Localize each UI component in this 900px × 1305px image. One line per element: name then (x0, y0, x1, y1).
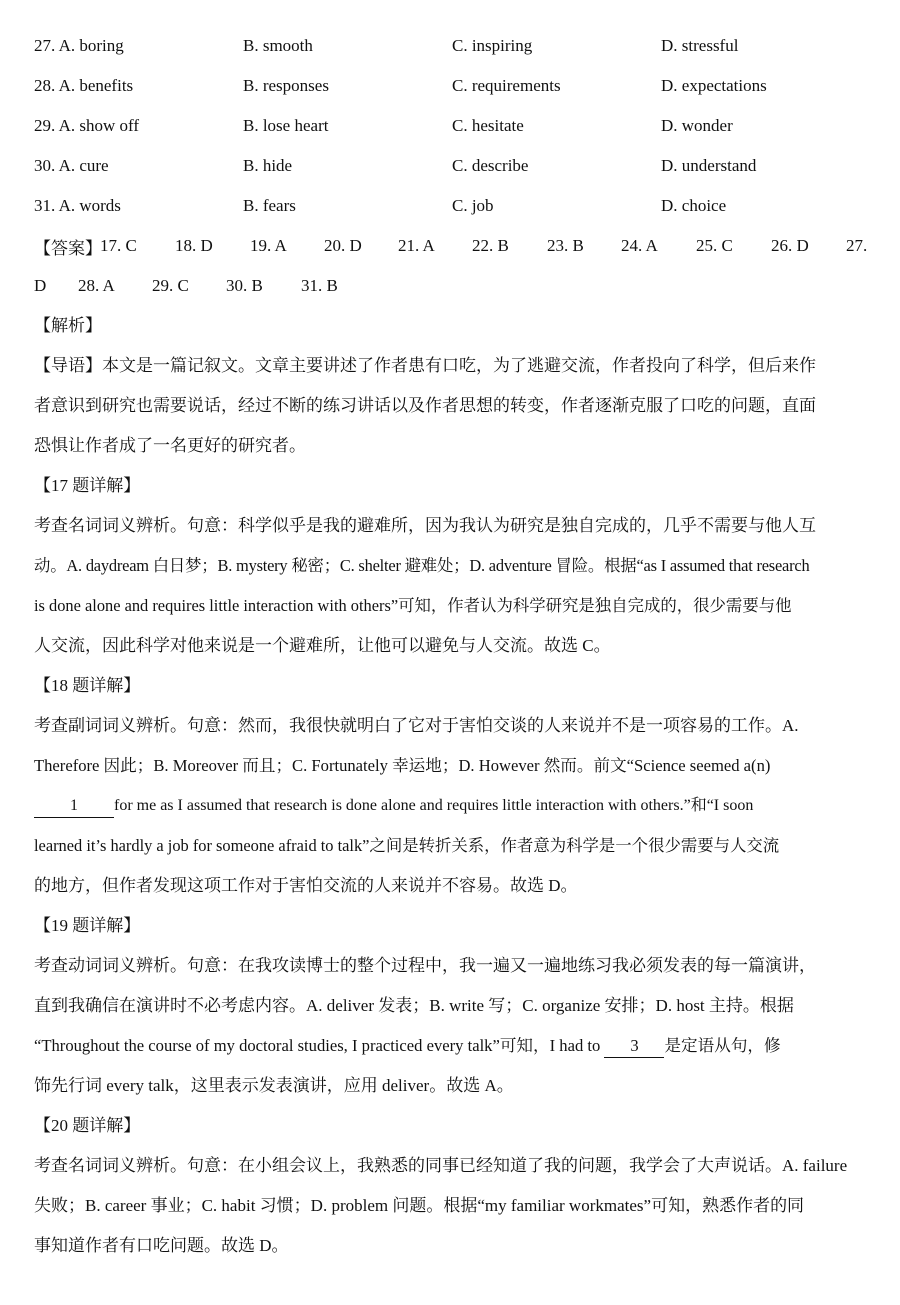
option-b: B. lose heart (243, 116, 329, 135)
answer-item: 23. B (547, 236, 584, 255)
option-row-28 (34, 66, 874, 106)
option-d: D. choice (661, 196, 727, 215)
blank-3: 3 (604, 1035, 664, 1058)
option-a: A. boring (58, 36, 124, 55)
guide-paragraph (34, 346, 874, 466)
q19-text: 饰先行词 every talk，这里表示发表演讲，应用 deliver。故选 A。 (34, 1076, 514, 1095)
q18-text: for me as I assumed that research is done alone and requires little interaction with others.”和“I soon (114, 797, 754, 814)
guide-label: 【导语】 (34, 356, 102, 375)
option-a: A. benefits (58, 76, 134, 95)
answer-item: 28. A (78, 276, 115, 295)
answer-item: 22. B (472, 236, 509, 255)
q18-text: 的地方，但作者发现这项工作对于害怕交流的人来说并不容易。故选 D。 (34, 876, 578, 895)
answer-item: 30. B (226, 276, 263, 295)
option-c: C. describe (452, 156, 529, 175)
option-b: B. smooth (243, 36, 313, 55)
question-number: 29. (34, 116, 56, 135)
question-number: 31. (34, 196, 56, 215)
option-d: D. understand (661, 156, 757, 175)
answer-item: 19. A (250, 236, 287, 255)
option-b: B. fears (243, 196, 296, 215)
answer-label: 【答案】 (34, 238, 102, 258)
option-row-27 (34, 26, 874, 66)
answer-item: D (34, 276, 47, 295)
answer-item: 20. D (324, 236, 362, 255)
option-row-31 (34, 186, 874, 226)
q17-text: 考查名词词义辨析。句意：科学似乎是我的避难所，因为我认为研究是独自完成的，几乎不需要与他人互 (34, 516, 816, 535)
answer-item: 31. B (301, 276, 338, 295)
q19-text: 是定语从句，修 (664, 1036, 781, 1055)
q18-text: learned it’s hardly a job for someone afraid to talk”之间是转折关系，作者意为科学是一个很少需要与人交流 (34, 836, 780, 855)
answer-item: 25. C (696, 236, 733, 255)
option-d: D. wonder (661, 116, 733, 135)
q19-text: 直到我确信在演讲时不必考虑内容。A. deliver 发表；B. write 写；C. organize 安排；D. host 主持。根据 (34, 996, 794, 1015)
answer-item: 26. D (771, 236, 809, 255)
q17-heading: 【17 题详解】 (34, 476, 141, 495)
option-row-29 (34, 106, 874, 146)
q20-heading: 【20 题详解】 (34, 1116, 141, 1135)
answer-item: 21. A (398, 236, 435, 255)
option-a: A. cure (58, 156, 109, 175)
option-b: B. hide (243, 156, 293, 175)
q20-text: 失败；B. career 事业；C. habit 习惯；D. problem 问题。根据“my familiar workmates”可知，熟悉作者的同 (34, 1196, 805, 1215)
answer-item: 24. A (621, 236, 658, 255)
option-c: C. hesitate (452, 116, 524, 135)
question-number: 27. (34, 36, 56, 55)
q17-text: 动。A. daydream 白日梦；B. mystery 秘密；C. shelter 避难处；D. adventure 冒险。根据“as I assumed that research (34, 556, 810, 575)
answer-key (34, 226, 874, 266)
q17-text: is done alone and requires little interaction with others”可知，作者认为科学研究是独自完成的，很少需要与他 (34, 596, 792, 615)
option-c: C. inspiring (452, 36, 533, 55)
q18-heading: 【18 题详解】 (34, 676, 141, 695)
q19-heading: 【19 题详解】 (34, 916, 141, 935)
answer-item: 17. C (100, 236, 137, 255)
option-d: D. stressful (661, 36, 739, 55)
blank-1: 1 (34, 795, 114, 818)
analysis-label: 【解析】 (34, 316, 102, 335)
q19-text: 考查动词词义辨析。句意：在我攻读博士的整个过程中，我一遍又一遍地练习我必须发表的每一篇演讲， (34, 956, 816, 975)
document-page (34, 26, 874, 1266)
q17-text: 人交流，因此科学对他来说是一个避难所，让他可以避免与人交流。故选 C。 (34, 636, 611, 655)
answer-item: 27. (846, 236, 868, 255)
q18-text: Therefore 因此；B. Moreover 而且；C. Fortunately 幸运地；D. However 然而。前文“Science seemed a(n) (34, 756, 771, 775)
option-b: B. responses (243, 76, 329, 95)
option-c: C. job (452, 196, 494, 215)
q20-text: 考查名词词义辨析。句意：在小组会议上，我熟悉的同事已经知道了我的问题，我学会了大声说话。A. failure (34, 1156, 848, 1175)
option-row-30 (34, 146, 874, 186)
answer-item: 18. D (175, 236, 213, 255)
question-number: 28. (34, 76, 56, 95)
guide-text: 恐惧让作者成了一名更好的研究者。 (34, 436, 306, 455)
question-number: 30. (34, 156, 56, 175)
option-d: D. expectations (661, 76, 767, 95)
option-a: A. show off (58, 116, 139, 135)
q19-text: “Throughout the course of my doctoral studies, I practiced every talk”可知，I had to (34, 1036, 601, 1055)
guide-text: 本文是一篇记叙文。文章主要讲述了作者患有口吃，为了逃避交流，作者投向了科学，但后来作 (102, 356, 816, 375)
answer-item: 29. C (152, 276, 189, 295)
q20-text: 事知道作者有口吃问题。故选 D。 (34, 1236, 289, 1255)
q18-text: 考查副词词义辨析。句意：然而，我很快就明白了它对于害怕交谈的人来说并不是一项容易的工作。A. (34, 716, 799, 735)
answer-key-continued (34, 266, 874, 306)
guide-text: 者意识到研究也需要说话，经过不断的练习讲话以及作者思想的转变，作者逐渐克服了口吃的问题，直面 (34, 396, 816, 415)
option-a: A. words (58, 196, 121, 215)
option-c: C. requirements (452, 76, 561, 95)
